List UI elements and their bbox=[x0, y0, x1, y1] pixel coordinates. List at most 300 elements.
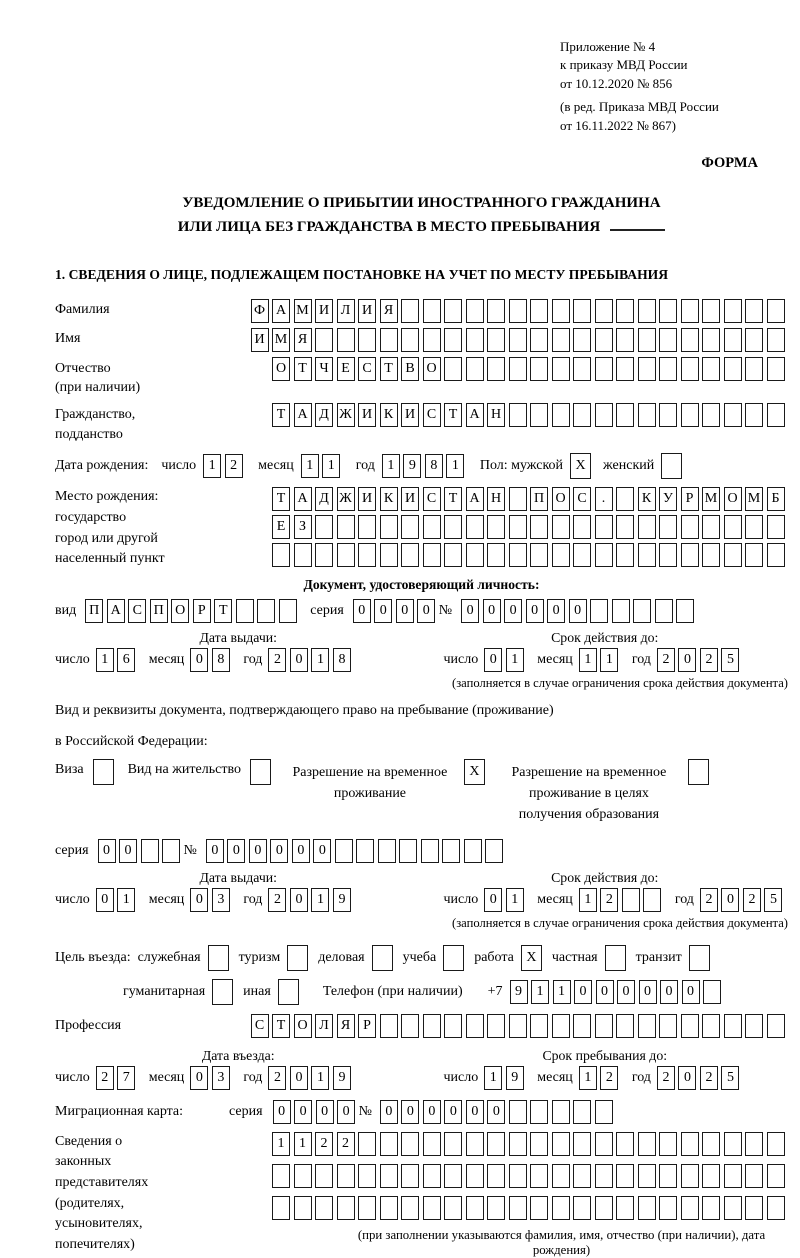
char-box[interactable] bbox=[401, 1014, 419, 1038]
char-box[interactable]: 0 bbox=[526, 599, 544, 623]
char-box[interactable] bbox=[401, 515, 419, 539]
char-box[interactable]: 1 bbox=[446, 454, 464, 478]
gender-female-checkbox[interactable] bbox=[661, 453, 682, 479]
char-box[interactable]: 5 bbox=[721, 648, 739, 672]
char-box[interactable]: 0 bbox=[504, 599, 522, 623]
char-box[interactable]: 1 bbox=[272, 1132, 290, 1156]
char-box[interactable] bbox=[509, 328, 527, 352]
char-box[interactable]: М bbox=[272, 328, 290, 352]
char-box[interactable]: 9 bbox=[333, 1066, 351, 1090]
char-box[interactable] bbox=[444, 1014, 462, 1038]
char-box[interactable] bbox=[358, 1164, 376, 1188]
char-box[interactable] bbox=[401, 1132, 419, 1156]
char-box[interactable]: 0 bbox=[444, 1100, 462, 1124]
char-box[interactable] bbox=[552, 1100, 570, 1124]
char-box[interactable]: Е bbox=[337, 357, 355, 381]
char-box[interactable] bbox=[616, 403, 634, 427]
char-box[interactable] bbox=[356, 839, 374, 863]
char-box[interactable] bbox=[487, 328, 505, 352]
char-box[interactable] bbox=[745, 1196, 763, 1220]
char-box[interactable]: 1 bbox=[382, 454, 400, 478]
char-box[interactable]: 0 bbox=[292, 839, 310, 863]
char-box[interactable]: 0 bbox=[190, 1066, 208, 1090]
char-box[interactable] bbox=[401, 543, 419, 567]
char-box[interactable] bbox=[294, 1164, 312, 1188]
char-box[interactable] bbox=[272, 1164, 290, 1188]
char-box[interactable]: 0 bbox=[227, 839, 245, 863]
char-box[interactable] bbox=[681, 1196, 699, 1220]
char-box[interactable] bbox=[659, 1196, 677, 1220]
char-box[interactable] bbox=[358, 1132, 376, 1156]
char-box[interactable]: 0 bbox=[678, 648, 696, 672]
char-box[interactable]: 0 bbox=[396, 599, 414, 623]
char-box[interactable]: 0 bbox=[569, 599, 587, 623]
char-box[interactable] bbox=[552, 357, 570, 381]
char-box[interactable] bbox=[466, 357, 484, 381]
char-box[interactable] bbox=[638, 299, 656, 323]
char-box[interactable] bbox=[767, 357, 785, 381]
char-box[interactable]: И bbox=[358, 403, 376, 427]
char-box[interactable] bbox=[616, 543, 634, 567]
char-box[interactable]: Е bbox=[272, 515, 290, 539]
char-box[interactable] bbox=[530, 357, 548, 381]
char-box[interactable]: М bbox=[702, 487, 720, 511]
char-box[interactable] bbox=[595, 515, 613, 539]
gender-male-checkbox[interactable]: X bbox=[570, 453, 591, 479]
char-box[interactable] bbox=[421, 839, 439, 863]
char-box[interactable]: 2 bbox=[700, 888, 718, 912]
char-box[interactable] bbox=[257, 599, 275, 623]
char-box[interactable]: Т bbox=[294, 357, 312, 381]
char-box[interactable] bbox=[399, 839, 417, 863]
char-box[interactable] bbox=[444, 543, 462, 567]
char-box[interactable] bbox=[573, 1100, 591, 1124]
char-box[interactable] bbox=[552, 1196, 570, 1220]
char-box[interactable] bbox=[509, 487, 527, 511]
char-box[interactable] bbox=[509, 543, 527, 567]
char-box[interactable]: 0 bbox=[98, 839, 116, 863]
char-box[interactable]: 1 bbox=[553, 980, 571, 1004]
char-box[interactable] bbox=[767, 1196, 785, 1220]
char-box[interactable] bbox=[724, 299, 742, 323]
char-box[interactable] bbox=[681, 403, 699, 427]
char-box[interactable]: 1 bbox=[579, 648, 597, 672]
char-box[interactable]: А bbox=[466, 403, 484, 427]
char-box[interactable] bbox=[767, 328, 785, 352]
purpose-humanitarian-checkbox[interactable] bbox=[212, 979, 233, 1005]
char-box[interactable] bbox=[659, 299, 677, 323]
char-box[interactable]: Т bbox=[380, 357, 398, 381]
char-box[interactable] bbox=[380, 1132, 398, 1156]
char-box[interactable]: У bbox=[659, 487, 677, 511]
char-box[interactable] bbox=[337, 515, 355, 539]
char-box[interactable]: 0 bbox=[547, 599, 565, 623]
char-box[interactable] bbox=[573, 515, 591, 539]
char-box[interactable] bbox=[487, 1164, 505, 1188]
char-box[interactable] bbox=[444, 299, 462, 323]
char-box[interactable] bbox=[724, 403, 742, 427]
char-box[interactable]: 0 bbox=[374, 599, 392, 623]
char-box[interactable]: 0 bbox=[290, 648, 308, 672]
char-box[interactable]: 0 bbox=[380, 1100, 398, 1124]
char-box[interactable]: Т bbox=[272, 403, 290, 427]
char-box[interactable] bbox=[509, 1196, 527, 1220]
char-box[interactable]: 1 bbox=[322, 454, 340, 478]
char-box[interactable] bbox=[681, 357, 699, 381]
char-box[interactable] bbox=[337, 543, 355, 567]
char-box[interactable]: А bbox=[466, 487, 484, 511]
char-box[interactable]: 2 bbox=[600, 888, 618, 912]
char-box[interactable] bbox=[702, 515, 720, 539]
char-box[interactable] bbox=[466, 328, 484, 352]
char-box[interactable]: 2 bbox=[268, 648, 286, 672]
char-box[interactable]: А bbox=[294, 487, 312, 511]
char-box[interactable] bbox=[530, 1164, 548, 1188]
char-box[interactable] bbox=[616, 515, 634, 539]
char-box[interactable] bbox=[622, 888, 640, 912]
char-box[interactable] bbox=[643, 888, 661, 912]
char-box[interactable] bbox=[423, 1164, 441, 1188]
char-box[interactable] bbox=[595, 1132, 613, 1156]
char-box[interactable]: А bbox=[107, 599, 125, 623]
char-box[interactable]: Т bbox=[214, 599, 232, 623]
char-box[interactable]: Д bbox=[315, 487, 333, 511]
char-box[interactable] bbox=[466, 1164, 484, 1188]
char-box[interactable] bbox=[573, 543, 591, 567]
char-box[interactable] bbox=[315, 1164, 333, 1188]
char-box[interactable] bbox=[487, 1014, 505, 1038]
char-box[interactable]: 0 bbox=[617, 980, 635, 1004]
char-box[interactable] bbox=[590, 599, 608, 623]
char-box[interactable]: 9 bbox=[403, 454, 421, 478]
char-box[interactable]: С bbox=[573, 487, 591, 511]
char-box[interactable] bbox=[509, 1014, 527, 1038]
char-box[interactable] bbox=[638, 543, 656, 567]
char-box[interactable] bbox=[638, 328, 656, 352]
char-box[interactable]: 6 bbox=[117, 648, 135, 672]
char-box[interactable] bbox=[659, 1164, 677, 1188]
char-box[interactable]: 0 bbox=[96, 888, 114, 912]
char-box[interactable] bbox=[745, 299, 763, 323]
char-box[interactable]: 1 bbox=[506, 888, 524, 912]
char-box[interactable] bbox=[638, 515, 656, 539]
char-box[interactable] bbox=[552, 515, 570, 539]
char-box[interactable] bbox=[530, 403, 548, 427]
char-box[interactable] bbox=[466, 299, 484, 323]
char-box[interactable]: 0 bbox=[206, 839, 224, 863]
char-box[interactable]: 1 bbox=[117, 888, 135, 912]
char-box[interactable] bbox=[358, 1196, 376, 1220]
char-box[interactable] bbox=[509, 1100, 527, 1124]
char-box[interactable] bbox=[487, 357, 505, 381]
char-box[interactable]: 0 bbox=[316, 1100, 334, 1124]
char-box[interactable] bbox=[401, 1196, 419, 1220]
char-box[interactable] bbox=[767, 1132, 785, 1156]
char-box[interactable] bbox=[466, 543, 484, 567]
char-box[interactable]: 2 bbox=[700, 648, 718, 672]
char-box[interactable]: 9 bbox=[510, 980, 528, 1004]
char-box[interactable] bbox=[745, 515, 763, 539]
char-box[interactable] bbox=[509, 299, 527, 323]
char-box[interactable] bbox=[745, 1164, 763, 1188]
char-box[interactable]: К bbox=[638, 487, 656, 511]
char-box[interactable]: Я bbox=[337, 1014, 355, 1038]
char-box[interactable]: Ч bbox=[315, 357, 333, 381]
char-box[interactable] bbox=[380, 328, 398, 352]
char-box[interactable]: 1 bbox=[311, 888, 329, 912]
char-box[interactable]: 1 bbox=[506, 648, 524, 672]
char-box[interactable] bbox=[724, 357, 742, 381]
temp-residence-checkbox[interactable]: X bbox=[464, 759, 485, 785]
char-box[interactable]: Т bbox=[444, 487, 462, 511]
char-box[interactable] bbox=[702, 357, 720, 381]
char-box[interactable] bbox=[573, 1014, 591, 1038]
char-box[interactable] bbox=[638, 1132, 656, 1156]
char-box[interactable] bbox=[659, 543, 677, 567]
char-box[interactable] bbox=[380, 1196, 398, 1220]
char-box[interactable]: К bbox=[380, 403, 398, 427]
char-box[interactable] bbox=[638, 357, 656, 381]
char-box[interactable] bbox=[315, 515, 333, 539]
char-box[interactable]: С bbox=[358, 357, 376, 381]
char-box[interactable]: 0 bbox=[678, 1066, 696, 1090]
char-box[interactable] bbox=[745, 357, 763, 381]
char-box[interactable] bbox=[573, 299, 591, 323]
char-box[interactable]: 0 bbox=[682, 980, 700, 1004]
char-box[interactable]: 3 bbox=[212, 888, 230, 912]
char-box[interactable]: Р bbox=[193, 599, 211, 623]
char-box[interactable]: О bbox=[423, 357, 441, 381]
char-box[interactable]: П bbox=[150, 599, 168, 623]
char-box[interactable] bbox=[423, 328, 441, 352]
char-box[interactable] bbox=[466, 1014, 484, 1038]
residence-permit-checkbox[interactable] bbox=[250, 759, 271, 785]
char-box[interactable] bbox=[423, 1132, 441, 1156]
char-box[interactable] bbox=[509, 1132, 527, 1156]
char-box[interactable] bbox=[401, 1164, 419, 1188]
char-box[interactable] bbox=[573, 328, 591, 352]
char-box[interactable] bbox=[724, 1196, 742, 1220]
char-box[interactable]: П bbox=[85, 599, 103, 623]
char-box[interactable]: 0 bbox=[461, 599, 479, 623]
char-box[interactable] bbox=[487, 1132, 505, 1156]
char-box[interactable]: Н bbox=[487, 487, 505, 511]
char-box[interactable] bbox=[616, 357, 634, 381]
char-box[interactable]: 0 bbox=[353, 599, 371, 623]
char-box[interactable] bbox=[530, 1014, 548, 1038]
char-box[interactable] bbox=[509, 1164, 527, 1188]
char-box[interactable]: И bbox=[251, 328, 269, 352]
char-box[interactable]: 0 bbox=[423, 1100, 441, 1124]
char-box[interactable] bbox=[616, 487, 634, 511]
char-box[interactable] bbox=[552, 328, 570, 352]
char-box[interactable]: 0 bbox=[660, 980, 678, 1004]
char-box[interactable] bbox=[702, 1132, 720, 1156]
char-box[interactable]: 1 bbox=[579, 1066, 597, 1090]
char-box[interactable] bbox=[530, 515, 548, 539]
purpose-official-checkbox[interactable] bbox=[208, 945, 229, 971]
char-box[interactable] bbox=[724, 328, 742, 352]
char-box[interactable]: Р bbox=[681, 487, 699, 511]
char-box[interactable] bbox=[595, 1014, 613, 1038]
char-box[interactable]: 1 bbox=[311, 1066, 329, 1090]
char-box[interactable] bbox=[423, 1196, 441, 1220]
char-box[interactable] bbox=[659, 1132, 677, 1156]
char-box[interactable] bbox=[702, 1014, 720, 1038]
char-box[interactable]: Р bbox=[358, 1014, 376, 1038]
char-box[interactable]: 9 bbox=[333, 888, 351, 912]
temp-residence-education-checkbox[interactable] bbox=[688, 759, 709, 785]
char-box[interactable]: 0 bbox=[337, 1100, 355, 1124]
char-box[interactable] bbox=[595, 403, 613, 427]
char-box[interactable] bbox=[552, 403, 570, 427]
char-box[interactable] bbox=[659, 328, 677, 352]
char-box[interactable]: 2 bbox=[337, 1132, 355, 1156]
char-box[interactable] bbox=[380, 543, 398, 567]
char-box[interactable] bbox=[444, 1132, 462, 1156]
char-box[interactable] bbox=[162, 839, 180, 863]
char-box[interactable]: 2 bbox=[268, 1066, 286, 1090]
char-box[interactable]: 2 bbox=[743, 888, 761, 912]
char-box[interactable] bbox=[767, 543, 785, 567]
char-box[interactable]: 2 bbox=[225, 454, 243, 478]
char-box[interactable] bbox=[530, 328, 548, 352]
char-box[interactable]: И bbox=[401, 487, 419, 511]
char-box[interactable]: О bbox=[272, 357, 290, 381]
char-box[interactable]: М bbox=[294, 299, 312, 323]
char-box[interactable]: Ф bbox=[251, 299, 269, 323]
char-box[interactable]: 2 bbox=[657, 648, 675, 672]
char-box[interactable]: К bbox=[380, 487, 398, 511]
char-box[interactable]: 0 bbox=[721, 888, 739, 912]
char-box[interactable]: 7 bbox=[117, 1066, 135, 1090]
char-box[interactable] bbox=[595, 299, 613, 323]
char-box[interactable] bbox=[315, 1196, 333, 1220]
char-box[interactable] bbox=[659, 1014, 677, 1038]
char-box[interactable] bbox=[358, 515, 376, 539]
char-box[interactable] bbox=[530, 1100, 548, 1124]
char-box[interactable]: . bbox=[595, 487, 613, 511]
char-box[interactable] bbox=[444, 1164, 462, 1188]
char-box[interactable] bbox=[573, 1132, 591, 1156]
char-box[interactable] bbox=[509, 357, 527, 381]
char-box[interactable]: 0 bbox=[574, 980, 592, 1004]
char-box[interactable] bbox=[595, 328, 613, 352]
char-box[interactable] bbox=[595, 357, 613, 381]
char-box[interactable] bbox=[487, 515, 505, 539]
char-box[interactable]: 0 bbox=[190, 648, 208, 672]
char-box[interactable]: О bbox=[171, 599, 189, 623]
char-box[interactable] bbox=[423, 515, 441, 539]
char-box[interactable] bbox=[401, 328, 419, 352]
char-box[interactable] bbox=[659, 357, 677, 381]
char-box[interactable] bbox=[595, 1196, 613, 1220]
char-box[interactable]: Б bbox=[767, 487, 785, 511]
char-box[interactable]: 0 bbox=[270, 839, 288, 863]
char-box[interactable] bbox=[464, 839, 482, 863]
char-box[interactable]: С bbox=[251, 1014, 269, 1038]
char-box[interactable] bbox=[638, 403, 656, 427]
char-box[interactable] bbox=[552, 543, 570, 567]
char-box[interactable] bbox=[703, 980, 721, 1004]
char-box[interactable] bbox=[444, 515, 462, 539]
char-box[interactable] bbox=[236, 599, 254, 623]
char-box[interactable]: Д bbox=[315, 403, 333, 427]
char-box[interactable]: О bbox=[724, 487, 742, 511]
char-box[interactable] bbox=[681, 299, 699, 323]
char-box[interactable]: 0 bbox=[273, 1100, 291, 1124]
char-box[interactable] bbox=[745, 1132, 763, 1156]
char-box[interactable] bbox=[724, 515, 742, 539]
char-box[interactable]: 0 bbox=[290, 1066, 308, 1090]
char-box[interactable] bbox=[444, 1196, 462, 1220]
char-box[interactable]: 8 bbox=[212, 648, 230, 672]
char-box[interactable]: 0 bbox=[119, 839, 137, 863]
char-box[interactable]: 0 bbox=[639, 980, 657, 1004]
char-box[interactable] bbox=[315, 543, 333, 567]
char-box[interactable] bbox=[573, 403, 591, 427]
char-box[interactable]: С bbox=[128, 599, 146, 623]
char-box[interactable] bbox=[530, 1196, 548, 1220]
char-box[interactable] bbox=[767, 299, 785, 323]
char-box[interactable]: З bbox=[294, 515, 312, 539]
char-box[interactable]: А bbox=[272, 299, 290, 323]
purpose-private-checkbox[interactable] bbox=[605, 945, 626, 971]
char-box[interactable] bbox=[633, 599, 651, 623]
char-box[interactable]: 2 bbox=[96, 1066, 114, 1090]
char-box[interactable]: 1 bbox=[484, 1066, 502, 1090]
char-box[interactable]: В bbox=[401, 357, 419, 381]
char-box[interactable] bbox=[702, 328, 720, 352]
char-box[interactable] bbox=[745, 543, 763, 567]
char-box[interactable] bbox=[595, 1100, 613, 1124]
char-box[interactable] bbox=[141, 839, 159, 863]
char-box[interactable]: С bbox=[423, 487, 441, 511]
char-box[interactable] bbox=[552, 1164, 570, 1188]
char-box[interactable] bbox=[616, 1014, 634, 1038]
char-box[interactable]: И bbox=[315, 299, 333, 323]
purpose-tourism-checkbox[interactable] bbox=[287, 945, 308, 971]
char-box[interactable] bbox=[702, 1196, 720, 1220]
char-box[interactable] bbox=[681, 515, 699, 539]
char-box[interactable] bbox=[272, 543, 290, 567]
char-box[interactable]: 0 bbox=[484, 648, 502, 672]
char-box[interactable] bbox=[573, 357, 591, 381]
char-box[interactable]: 1 bbox=[294, 1132, 312, 1156]
char-box[interactable]: О bbox=[552, 487, 570, 511]
char-box[interactable]: Я bbox=[380, 299, 398, 323]
char-box[interactable]: Ж bbox=[337, 403, 355, 427]
char-box[interactable]: 1 bbox=[579, 888, 597, 912]
char-box[interactable] bbox=[509, 515, 527, 539]
char-box[interactable]: 1 bbox=[600, 648, 618, 672]
char-box[interactable] bbox=[573, 1196, 591, 1220]
char-box[interactable] bbox=[655, 599, 673, 623]
char-box[interactable] bbox=[612, 599, 630, 623]
char-box[interactable] bbox=[423, 543, 441, 567]
char-box[interactable] bbox=[466, 1196, 484, 1220]
char-box[interactable]: И bbox=[358, 487, 376, 511]
char-box[interactable] bbox=[724, 1164, 742, 1188]
char-box[interactable] bbox=[358, 543, 376, 567]
char-box[interactable] bbox=[573, 1164, 591, 1188]
char-box[interactable] bbox=[466, 1132, 484, 1156]
char-box[interactable] bbox=[767, 515, 785, 539]
char-box[interactable]: 0 bbox=[483, 599, 501, 623]
char-box[interactable]: 0 bbox=[313, 839, 331, 863]
char-box[interactable] bbox=[466, 515, 484, 539]
char-box[interactable] bbox=[767, 1164, 785, 1188]
